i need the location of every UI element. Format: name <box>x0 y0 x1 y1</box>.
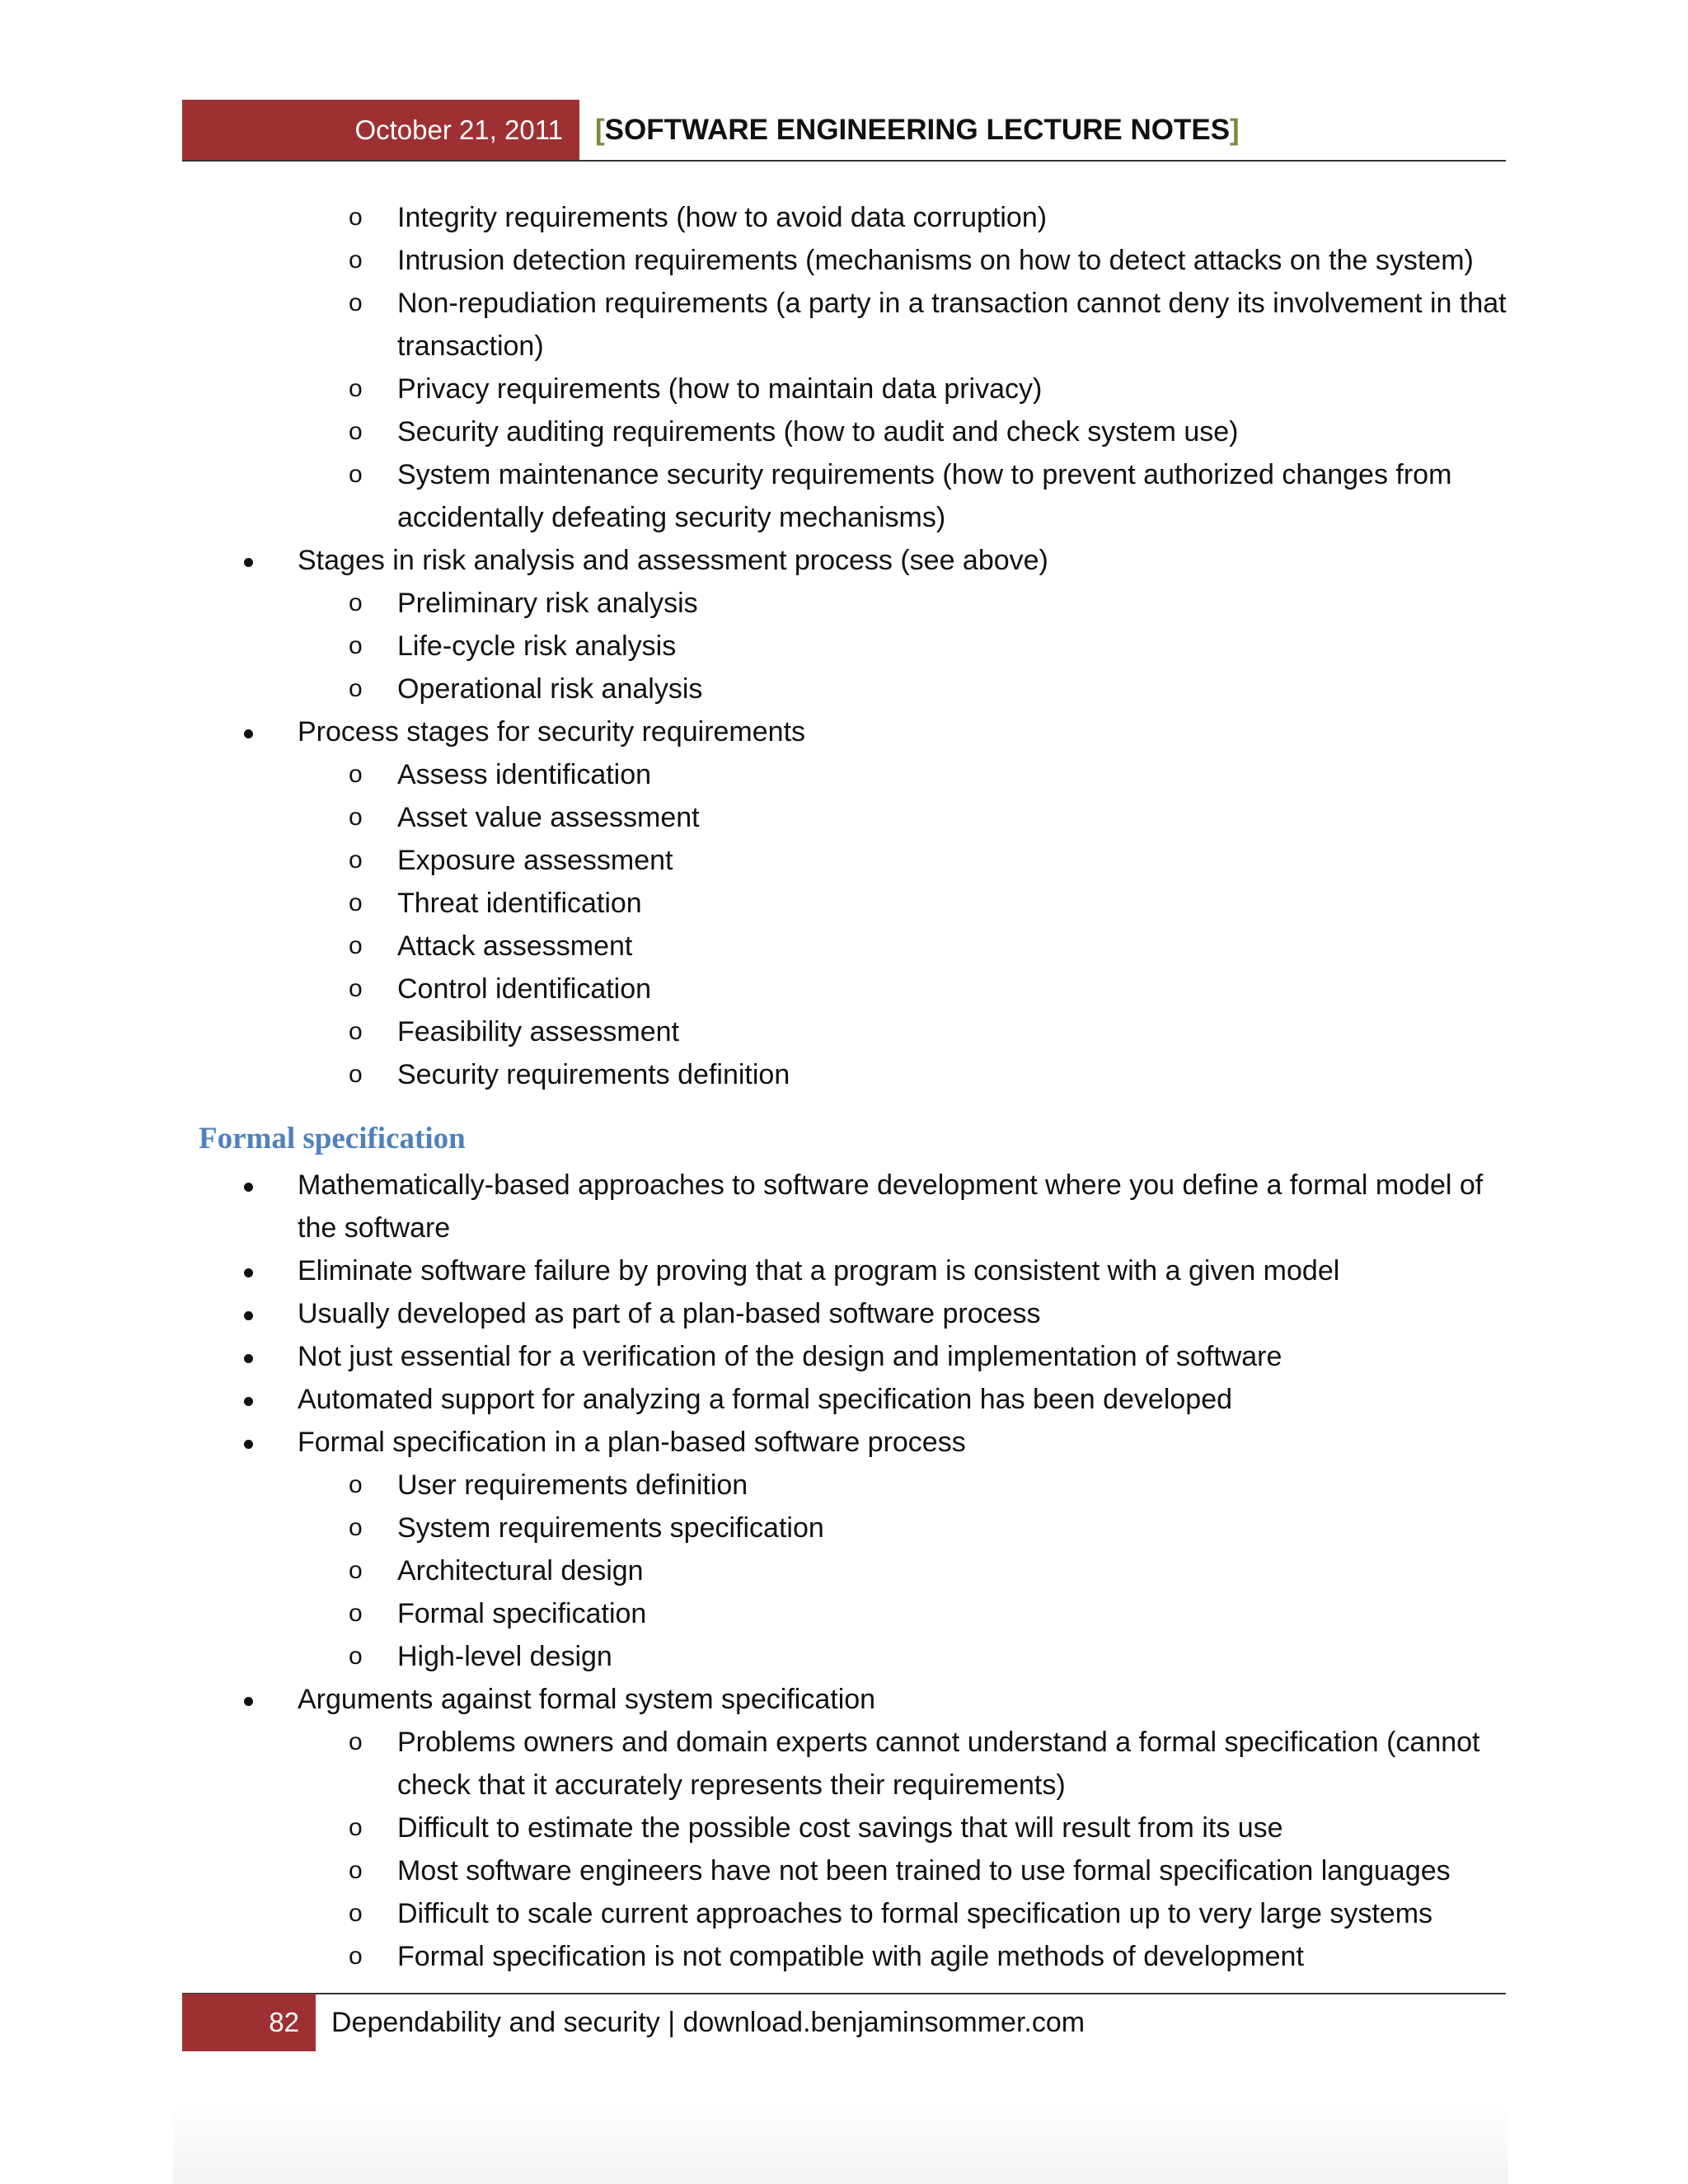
list-item: o Threat identification <box>182 882 1509 925</box>
circle-bullet-icon: o <box>349 1471 363 1498</box>
list-item: o Non-repudiation requirements (a party in a transaction cannot deny its involvement in that transaction) <box>182 282 1509 368</box>
header-bracket-close: ] <box>1230 114 1240 146</box>
circle-bullet-icon: o <box>349 932 363 959</box>
circle-bullet-icon: o <box>349 1061 363 1088</box>
list-item: o Difficult to estimate the possible cost savings that will result from its use <box>182 1807 1509 1849</box>
circle-bullet-icon: o <box>349 1814 363 1841</box>
circle-bullet-icon: o <box>349 1728 363 1755</box>
list-item: o Preliminary risk analysis <box>182 582 1509 625</box>
circle-bullet-icon: o <box>349 1643 363 1670</box>
continued-security-list <box>182 196 1509 539</box>
list-item: o Problems owners and domain experts cannot understand a formal specification (cannot check that it accurately represents their requirements) <box>182 1721 1509 1807</box>
circle-bullet-icon: o <box>349 889 363 916</box>
circle-bullet-icon: o <box>349 1018 363 1045</box>
list-item: o System maintenance security requirements (how to prevent authorized changes from accidentally defeating security mechanisms) <box>182 453 1509 539</box>
formal-spec-list <box>182 1164 1509 1978</box>
circle-bullet-icon: o <box>349 846 363 874</box>
list-item: o Operational risk analysis <box>182 668 1509 710</box>
list-item: Not just essential for a verification of the design and implementation of software <box>182 1335 1509 1378</box>
header-title <box>595 100 1240 161</box>
circle-bullet-icon: o <box>349 1857 363 1884</box>
list-item: Eliminate software failure by proving that a program is consistent with a given model <box>182 1249 1509 1292</box>
list-item: o Formal specification is not compatible with agile methods of development <box>182 1935 1509 1978</box>
disc-bullet-icon <box>244 729 253 738</box>
plan-based-sublist <box>182 1464 1509 1678</box>
list-item: o Control identification <box>182 968 1509 1010</box>
circle-bullet-icon: o <box>349 1514 363 1541</box>
circle-bullet-icon: o <box>349 1900 363 1927</box>
circle-bullet-icon: o <box>349 418 363 445</box>
circle-bullet-icon: o <box>349 632 363 659</box>
list-item: o Attack assessment <box>182 925 1509 968</box>
risk-stages-sublist <box>182 582 1509 710</box>
header-date: October 21, 2011 <box>354 115 563 145</box>
footer-text: Dependability and security | download.benjaminsommer.com <box>331 2007 1085 2038</box>
disc-bullet-icon <box>244 1697 253 1706</box>
plan-based-item: Formal specification in a plan-based software process o User requirements definition o System requirements specification o Architectural design o Formal specification o High-level design <box>182 1421 1509 1678</box>
list-item: o Asset value assessment <box>182 796 1509 839</box>
list-item: o Most software engineers have not been trained to use formal specification languages <box>182 1849 1509 1892</box>
circle-bullet-icon: o <box>349 1600 363 1627</box>
circle-bullet-icon: o <box>349 804 363 831</box>
arguments-item: Arguments against formal system specification o Problems owners and domain experts cannot understand a formal specification (cannot check that it accurately represents their requirements) o Difficult to estimate the possible cost savings that will result from its use o Most software engineers have not been trained to use formal specification languages o Difficult to scale current approaches to formal specification up to very large systems o Formal specification is not compatible with agile methods of development <box>182 1678 1509 1978</box>
header-title-text: SOFTWARE ENGINEERING LECTURE NOTES <box>604 114 1231 146</box>
list-item: o Formal specification <box>182 1592 1509 1635</box>
disc-bullet-icon <box>244 1311 253 1320</box>
list-item: o High-level design <box>182 1635 1509 1678</box>
header-bracket-open: [ <box>595 114 605 146</box>
list-item: Automated support for analyzing a formal specification has been developed <box>182 1378 1509 1421</box>
list-item: o Intrusion detection requirements (mechanisms on how to detect attacks on the system) <box>182 239 1509 282</box>
circle-bullet-icon: o <box>349 246 363 274</box>
disc-bullet-icon <box>244 1397 253 1406</box>
circle-bullet-icon: o <box>349 375 363 402</box>
list-item: Mathematically-based approaches to software development where you define a formal model of the software <box>182 1164 1509 1249</box>
circle-bullet-icon: o <box>349 675 363 702</box>
list-item: o Integrity requirements (how to avoid data corruption) <box>182 196 1509 239</box>
disc-bullet-icon <box>244 1354 253 1363</box>
list-item: o Security requirements definition <box>182 1053 1509 1096</box>
disc-bullet-icon <box>244 1183 253 1192</box>
section-heading-formal-specification: Formal specification <box>199 1122 466 1155</box>
circle-bullet-icon: o <box>349 1943 363 1970</box>
disc-bullet-icon <box>244 1268 253 1277</box>
process-stages-item: Process stages for security requirements o Assess identification o Asset value assessment o Exposure assessment o Threat identification o Attack assessment o Control identification o Feasibility assessment o Security requirements definition <box>182 710 1509 1096</box>
risk-process-list <box>182 539 1509 1096</box>
circle-bullet-icon: o <box>349 461 363 488</box>
circle-bullet-icon: o <box>349 204 363 231</box>
circle-bullet-icon: o <box>349 589 363 616</box>
page-content <box>182 196 1509 1978</box>
risk-stages-item: Stages in risk analysis and assessment process (see above) o Preliminary risk analysis o Life-cycle risk analysis o Operational risk analysis <box>182 539 1509 710</box>
process-stages-sublist <box>182 753 1509 1096</box>
list-item: o Difficult to scale current approaches to formal specification up to very large systems <box>182 1892 1509 1935</box>
circle-bullet-icon: o <box>349 975 363 1002</box>
list-item: o Security auditing requirements (how to audit and check system use) <box>182 410 1509 453</box>
list-item: o User requirements definition <box>182 1464 1509 1507</box>
page-number: 82 <box>269 2007 299 2037</box>
disc-bullet-icon <box>244 558 253 567</box>
list-item: o Exposure assessment <box>182 839 1509 882</box>
list-item: o Privacy requirements (how to maintain data privacy) <box>182 368 1509 410</box>
arguments-sublist <box>182 1721 1509 1978</box>
circle-bullet-icon: o <box>349 761 363 788</box>
list-item: o Feasibility assessment <box>182 1010 1509 1053</box>
page-shadow <box>173 2102 1508 2184</box>
list-item: o System requirements specification <box>182 1507 1509 1549</box>
list-item: o Life-cycle risk analysis <box>182 625 1509 668</box>
header-rule <box>182 160 1506 162</box>
list-item: o Assess identification <box>182 753 1509 796</box>
list-item: Usually developed as part of a plan-based software process <box>182 1292 1509 1335</box>
list-item: o Architectural design <box>182 1549 1509 1592</box>
circle-bullet-icon: o <box>349 1557 363 1584</box>
circle-bullet-icon: o <box>349 289 363 316</box>
disc-bullet-icon <box>244 1440 253 1449</box>
